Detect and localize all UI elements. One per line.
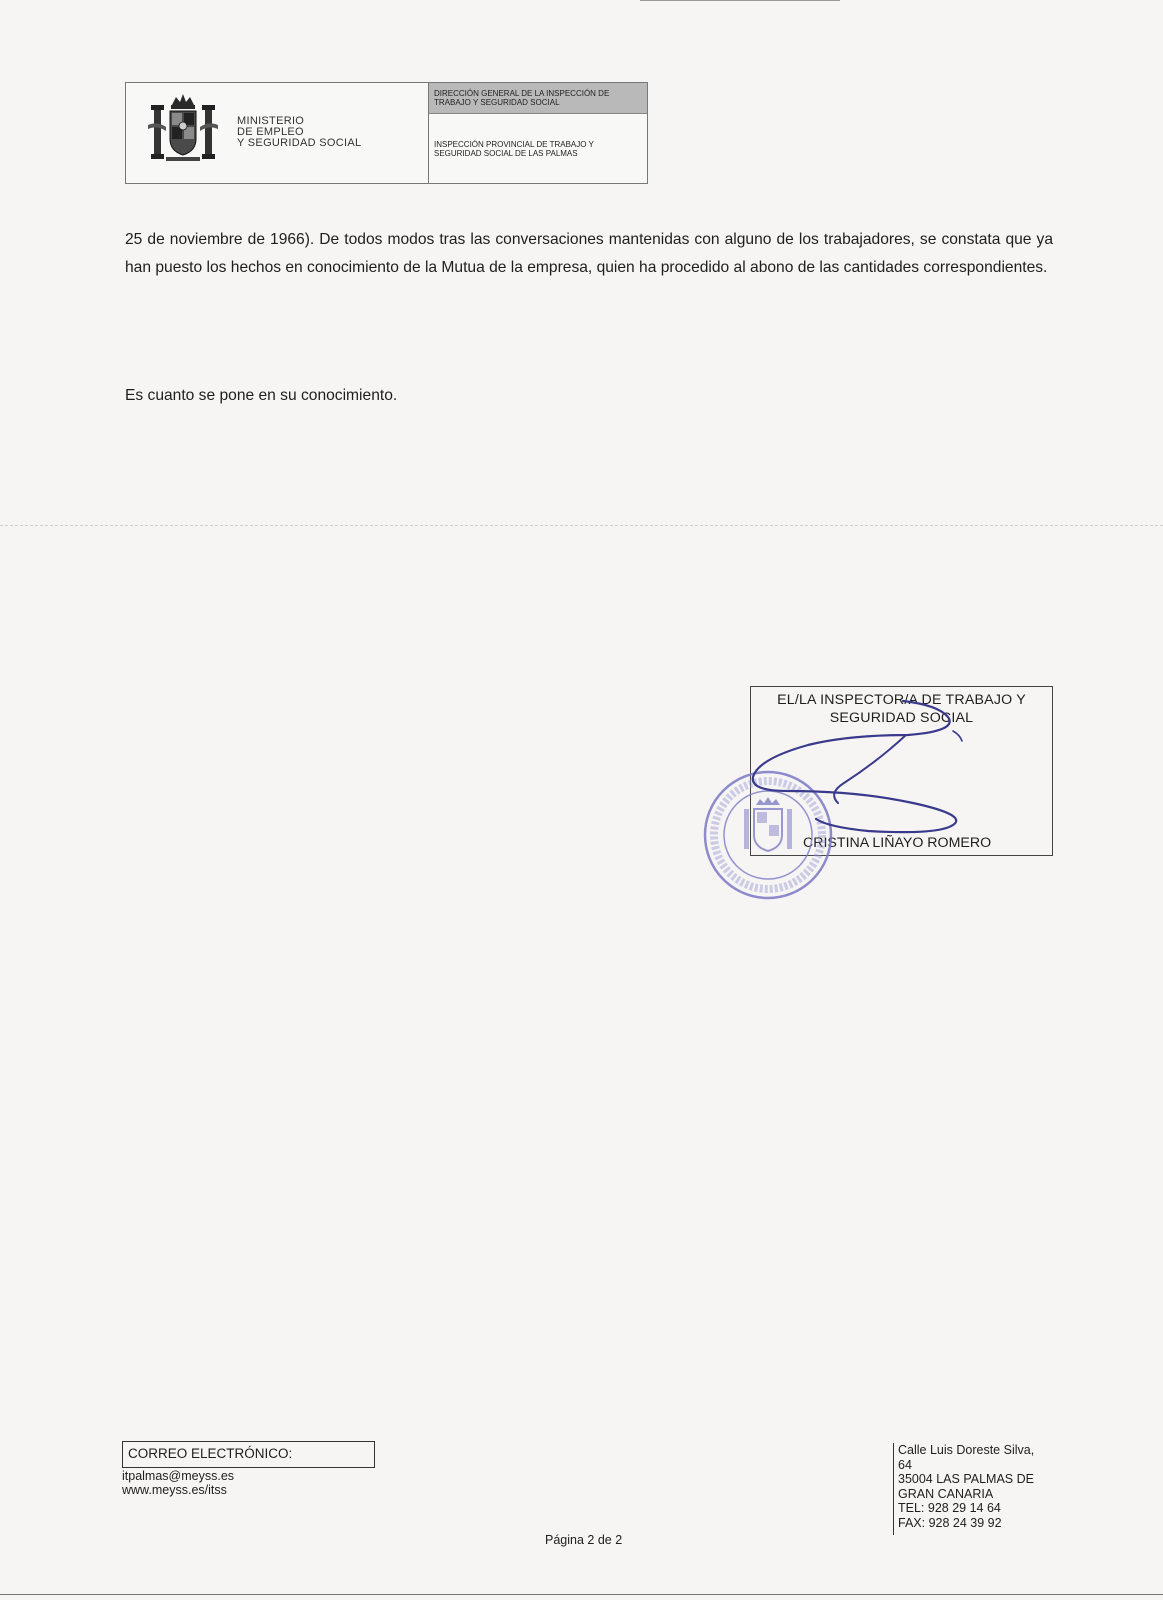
ministry-line-3: Y SEGURIDAD SOCIAL <box>237 137 362 149</box>
address-line-4: GRAN CANARIA <box>898 1486 994 1501</box>
email-label: CORREO ELECTRÓNICO: <box>128 1446 293 1461</box>
email-label-box <box>122 1441 375 1468</box>
footer-contact <box>122 1469 234 1497</box>
address-line-2: 64 <box>898 1457 912 1472</box>
letterhead <box>125 82 648 184</box>
ministry-line-1: MINISTERIO <box>237 115 305 127</box>
closing-sentence: Es cuanto se pone en su conocimiento. <box>125 387 398 404</box>
address-line-3: 35004 LAS PALMAS DE <box>898 1472 1034 1487</box>
signatory-title-line-2: SEGURIDAD SOCIAL <box>829 710 974 726</box>
handwritten-signature <box>748 695 988 835</box>
website: www.meyss.es/itss <box>122 1483 227 1497</box>
signatory-title-line-1: EL/LA INSPECTOR/A DE TRABAJO Y <box>777 692 1026 708</box>
scan-edge-top <box>640 0 840 1</box>
scan-edge-bottom <box>0 1594 1163 1595</box>
directorate-line-2: TRABAJO Y SEGURIDAD SOCIAL <box>434 98 560 107</box>
address-block <box>893 1443 1053 1535</box>
directorate-band <box>429 83 647 114</box>
email-address: itpalmas@meyss.es <box>122 1469 235 1483</box>
body-paragraph: 25 de noviembre de 1966). De todos modos tras las conversaciones mantenidas con alguno de los trabajadores, se constata que ya han puesto los hechos en conocimiento de la Mutua de la empresa, quien ha procedido al abono de las cantidades correspondientes. <box>125 231 1053 276</box>
provincial-line-2: SEGURIDAD SOCIAL DE LAS PALMAS <box>434 149 578 158</box>
fold-line <box>0 525 1163 526</box>
telephone: TEL: 928 29 14 64 <box>898 1501 1001 1516</box>
signatory-name: CRISTINA LIÑAYO ROMERO <box>803 835 992 851</box>
ministry-section <box>126 83 429 183</box>
fax: FAX: 928 24 39 92 <box>898 1515 1002 1530</box>
page-number: Página 2 de 2 <box>545 1533 623 1547</box>
ministry-name <box>237 116 361 149</box>
provincial-line-1: INSPECCIÓN PROVINCIAL DE TRABAJO Y <box>434 140 594 149</box>
directorate-line-1: DIRECCIÓN GENERAL DE LA INSPECCIÓN DE <box>434 89 610 98</box>
ministry-line-2: DE EMPLEO <box>237 126 304 138</box>
coat-of-arms-icon <box>146 91 220 167</box>
inspection-section <box>429 83 647 183</box>
provincial-office-name <box>434 140 644 158</box>
address-line-1: Calle Luis Doreste Silva, <box>898 1443 1035 1457</box>
directorate-name <box>434 89 644 107</box>
